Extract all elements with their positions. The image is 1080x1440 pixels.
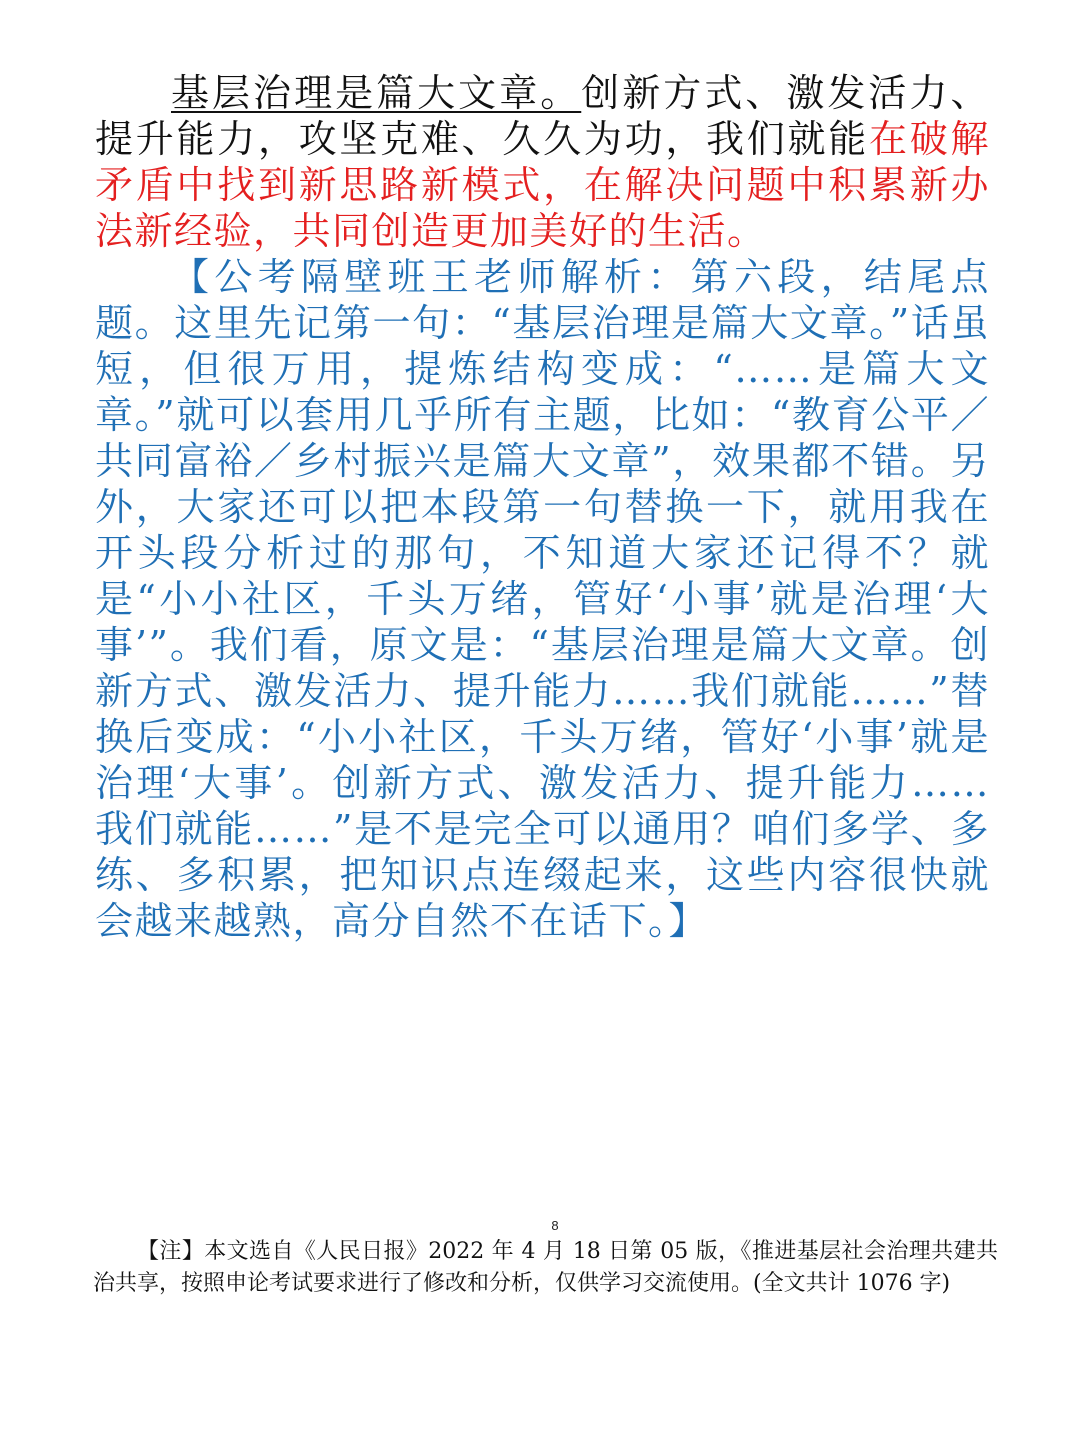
red-highlight-text: 在破解矛盾中找到新思路新模式，在解决问题中积累新办法新经验，共同创造更加美好的生活。	[95, 117, 990, 253]
paragraph-body-text: 创新方式、激发活力、提升能力，攻坚克难、久久为功，我们就能	[95, 71, 990, 161]
footnote: 【注】本文选自《人民日报》2022 年 4 月 18 日第 05 版，《推进基层社会治理共建共治共享，按照申论考试要求进行了修改和分析，仅供学习交流使用。(全文共计 1076 字)	[93, 1239, 998, 1296]
analysis-paragraph: 【公考隔壁班王老师解析：第六段，结尾点题。这里先记第一句：“基层治理是篇大文章。”话虽短，但很万用，提炼结构变成：“……是篇大文章。”就可以套用几乎所有主题，比如：“教育公平／共同富裕／乡村振兴是篇大文章”，效果都不错。另外，大家还可以把本段第一句替换一下，就用我在开头段分析过的那句，不知道大家还记得不？就是“小小社区，千头万绪，管好‘小事’就是治理‘大事’”。我们看，原文是：“基层治理是篇大文章。创新方式、激发活力、提升能力……我们就能……”替换后变成：“小小社区，千头万绪，管好‘小事’就是治理‘大事’。创新方式、激发活力、提升能力……我们就能……”是不是完全可以通用？咱们多学、多练、多积累，把知识点连缀起来，这些内容很快就会越来越熟，高分自然不在话下。】	[95, 255, 990, 943]
page-number: 8	[551, 1218, 559, 1233]
paragraph-conclusion	[95, 70, 990, 254]
underlined-lead-sentence: 基层治理是篇大文章。	[171, 71, 582, 115]
